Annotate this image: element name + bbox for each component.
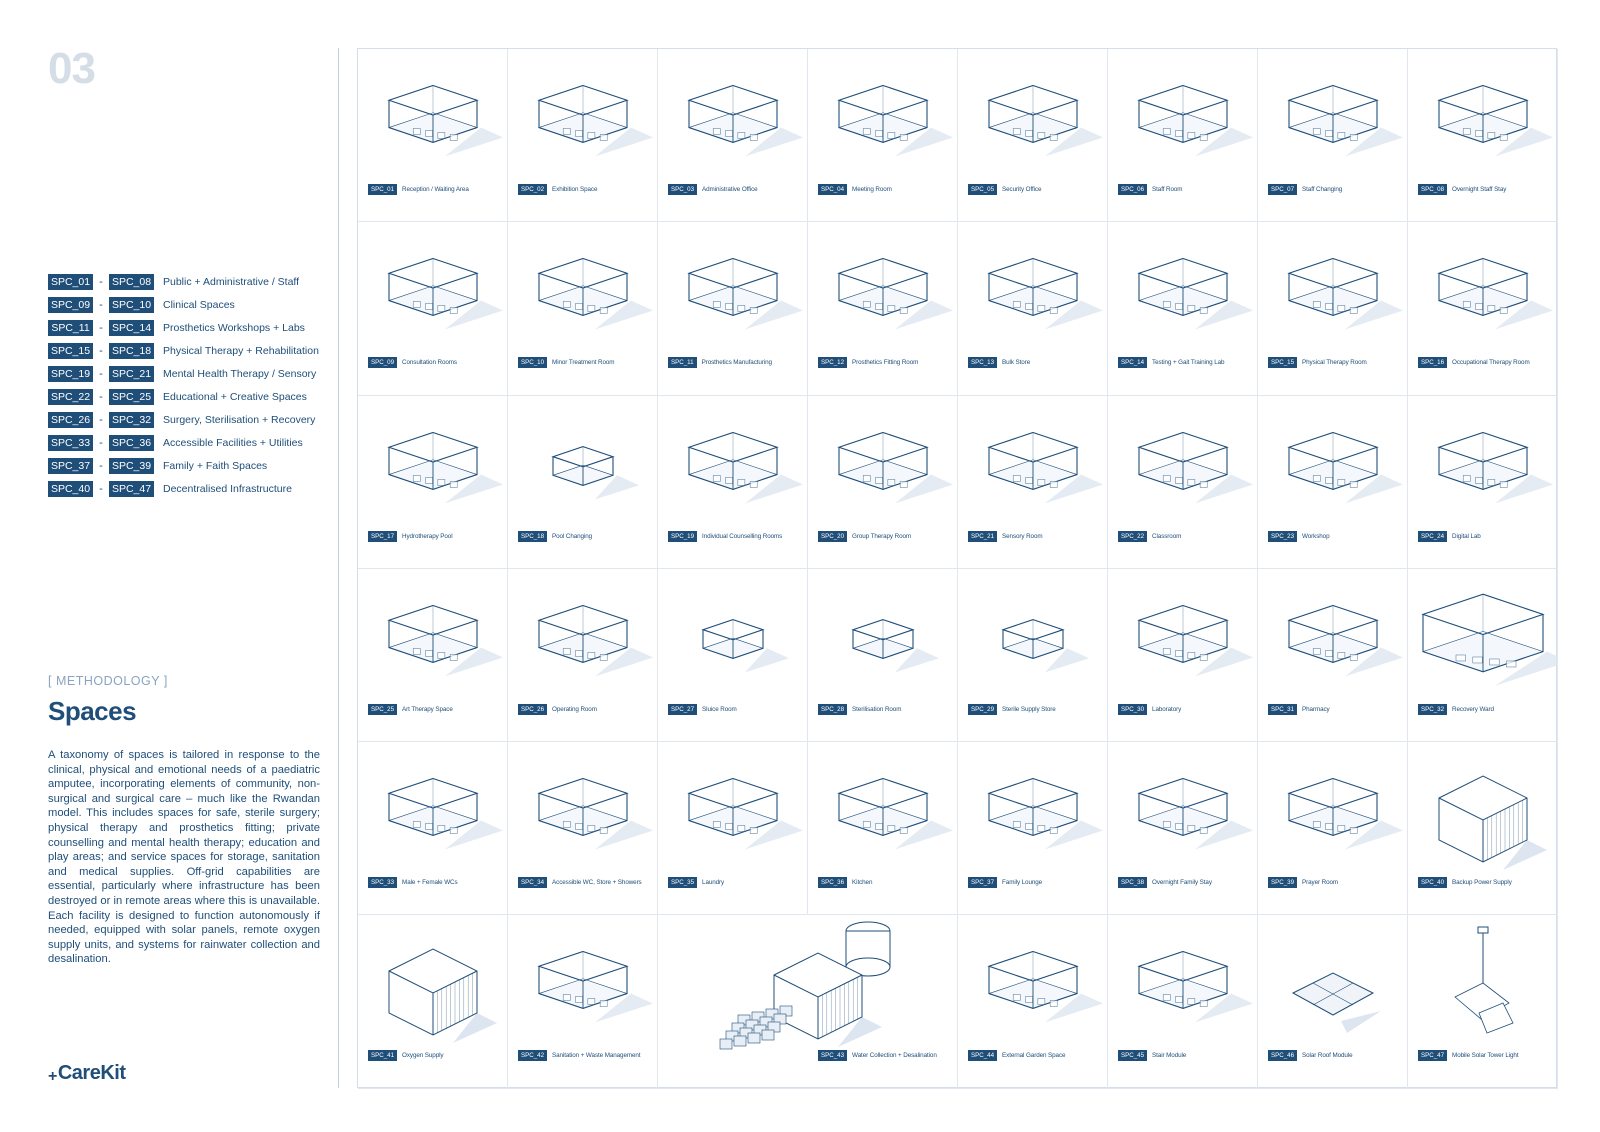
space-name: Pharmacy [1302,705,1330,713]
space-tile-spc-35 [658,742,808,915]
space-code: SPC_26 [518,704,547,715]
space-name: Administrative Office [702,186,758,193]
space-code: SPC_37 [968,877,997,888]
space-tile-spc-05 [958,49,1108,222]
space-code: SPC_03 [668,184,697,195]
isometric-room-drawing [358,742,508,882]
space-tile-spc-43 [658,915,958,1088]
legend-label: Prosthetics Workshops + Labs [163,321,305,334]
legend-code-from: SPC_40 [48,481,93,497]
space-caption [1418,531,1481,542]
space-caption [518,1050,640,1061]
space-caption [518,184,597,195]
legend-row [48,477,319,500]
legend-label: Public + Administrative / Staff [163,275,300,288]
legend-code-to: SPC_36 [109,435,154,451]
space-name: Sterile Supply Store [1002,705,1056,713]
isometric-room-drawing [1108,49,1258,189]
space-tile-spc-41 [358,915,508,1088]
space-tile-spc-46 [1258,915,1408,1088]
legend-code-from: SPC_09 [48,297,93,313]
legend-row [48,316,319,339]
legend-dash: - [99,298,103,311]
vertical-divider [338,48,339,1088]
space-tile-spc-12 [808,222,958,395]
legend-row [48,339,319,362]
space-caption [1118,877,1212,888]
isometric-room-drawing [508,396,658,536]
space-name: Bulk Store [1002,359,1031,367]
isometric-room-drawing [1258,49,1408,189]
space-caption [968,704,1056,715]
space-tile-spc-47 [1408,915,1558,1088]
description-paragraph: A taxonomy of spaces is tailored in response to the clinical, physical and emotional needs of a paediatric amputee, incorporating elements of community, non-surgical and surgical care – much like the Rwandan model. This includes spaces for safe, sterile surgery; physical therapy and prosthetics fitting; private counselling and mental health therapy; education and play areas; and service spaces for storage, sanitation and medical supplies. Off-grid capabilities are essential, particularly where infrastructure has been destroyed or in remote areas where this is unavailable. Each facility is designed to function autonomously if needed, equipped with solar panels, remote oxygen supply units, and systems for rainwater collection and desalination. [48,749,320,966]
space-code: SPC_42 [518,1050,547,1061]
space-code: SPC_33 [368,877,397,888]
space-tile-spc-13 [958,222,1108,395]
isometric-room-drawing [808,742,958,882]
space-code: SPC_29 [968,704,997,715]
space-tile-spc-20 [808,396,958,569]
isometric-room-drawing [1258,222,1408,362]
legend-row [48,270,319,293]
space-tile-spc-32 [1408,569,1558,742]
space-tile-spc-08 [1408,49,1558,222]
isometric-room-drawing [658,396,808,536]
space-caption [518,877,642,888]
space-name: Consultation Rooms [402,359,457,367]
legend-row [48,408,319,431]
isometric-room-drawing [658,222,808,362]
isometric-room-drawing [358,49,508,189]
space-name: Prosthetics Manufacturing [701,359,772,367]
space-name: Prosthetics Fitting Room [852,359,919,367]
space-code: SPC_16 [1418,357,1447,368]
space-code: SPC_18 [518,531,547,542]
space-tile-spc-37 [958,742,1108,915]
space-tile-spc-17 [358,396,508,569]
space-tile-spc-39 [1258,742,1408,915]
space-tile-spc-24 [1408,396,1558,569]
space-code: SPC_39 [1268,877,1297,888]
space-code: SPC_38 [1118,877,1147,888]
space-tile-spc-11 [658,222,808,395]
space-caption [518,531,592,542]
space-code: SPC_22 [1118,531,1147,542]
space-caption [668,357,772,368]
space-name: Hydrotherapy Pool [402,532,453,540]
space-name: Accessible WC, Store + Showers [552,879,642,887]
space-name: Stair Module [1152,1052,1187,1060]
legend-code-to: SPC_25 [109,389,154,405]
carekit-logo [48,1062,125,1085]
isometric-room-drawing [508,222,658,362]
space-caption [1268,877,1338,888]
space-caption [1268,1050,1353,1061]
space-code: SPC_08 [1418,184,1447,195]
space-name: Overnight Family Stay [1152,879,1212,887]
space-tile-spc-10 [508,222,658,395]
space-tile-spc-21 [958,396,1108,569]
legend-label: Educational + Creative Spaces [163,390,307,403]
isometric-room-drawing [1408,49,1558,189]
space-name: Male + Female WCs [402,879,458,887]
space-tile-spc-22 [1108,396,1258,569]
spaces-grid [357,48,1557,1088]
space-name: External Garden Space [1002,1052,1066,1060]
space-name: Pool Changing [552,532,593,540]
space-caption [1418,1050,1518,1061]
space-code: SPC_46 [1268,1050,1297,1061]
legend-dash: - [99,390,103,403]
space-tile-spc-09 [358,222,508,395]
logo-plus-icon: + [48,1068,57,1085]
legend-label: Accessible Facilities + Utilities [163,436,303,449]
space-caption [1268,184,1342,195]
space-caption [968,184,1041,195]
isometric-room-drawing [1108,915,1258,1055]
space-name: Group Therapy Room [852,532,912,540]
legend-dash: - [99,413,103,426]
legend-label: Family + Faith Spaces [163,459,268,472]
logo-text: CareKit [57,1062,126,1084]
space-code: SPC_43 [818,1050,847,1061]
isometric-room-drawing [658,569,808,709]
legend-code-from: SPC_01 [48,274,93,290]
space-tile-spc-31 [1258,569,1408,742]
legend-code-to: SPC_14 [109,320,154,336]
legend-dash: - [99,321,103,334]
space-tile-spc-15 [1258,222,1408,395]
space-tile-spc-04 [808,49,958,222]
space-caption [1118,531,1181,542]
legend-row [48,431,319,454]
space-tile-spc-26 [508,569,658,742]
space-name: Physical Therapy Room [1302,359,1367,367]
space-caption [368,357,457,368]
page-number: 03 [48,44,95,93]
space-code: SPC_21 [968,531,997,542]
isometric-room-drawing [1108,742,1258,882]
space-tile-spc-03 [658,49,808,222]
legend-code-to: SPC_08 [109,274,154,290]
legend-code-to: SPC_39 [109,458,154,474]
isometric-room-drawing [958,49,1108,189]
isometric-room-drawing [508,49,658,189]
space-tile-spc-27 [658,569,808,742]
legend-label: Decentralised Infrastructure [163,482,292,495]
space-caption [818,184,892,195]
space-code: SPC_47 [1418,1050,1447,1061]
isometric-room-drawing [808,396,958,536]
space-name: Exhibition Space [552,186,598,193]
space-tile-spc-25 [358,569,508,742]
space-tile-spc-29 [958,569,1108,742]
isometric-room-drawing [1408,569,1558,709]
isometric-room-drawing [808,49,958,189]
space-category-legend [48,270,319,500]
isometric-room-drawing [358,569,508,709]
page-title: Spaces [48,696,137,726]
isometric-room-drawing [958,742,1108,882]
space-code: SPC_13 [968,357,997,368]
space-code: SPC_30 [1118,704,1147,715]
legend-label: Mental Health Therapy / Sensory [163,367,317,380]
legend-dash: - [99,459,103,472]
space-tile-spc-33 [358,742,508,915]
space-caption [368,184,469,195]
space-tile-spc-07 [1258,49,1408,222]
legend-dash: - [99,436,103,449]
space-name: Water Collection + Desalination [852,1052,937,1060]
isometric-room-drawing [508,569,658,709]
space-caption [1118,184,1182,195]
space-code: SPC_31 [1268,704,1297,715]
methodology-tag: [ METHODOLOGY ] [48,674,168,688]
space-tile-spc-16 [1408,222,1558,395]
isometric-room-drawing [1108,222,1258,362]
space-name: Minor Treatment Room [552,359,615,367]
space-code: SPC_24 [1418,531,1447,542]
space-caption [668,184,758,195]
legend-code-from: SPC_37 [48,458,93,474]
space-code: SPC_44 [968,1050,997,1061]
space-code: SPC_28 [818,704,847,715]
space-caption [968,1050,1065,1061]
space-name: Family Lounge [1002,879,1043,887]
space-code: SPC_12 [818,357,847,368]
space-name: Recovery Ward [1452,705,1494,713]
space-name: Workshop [1302,532,1330,540]
space-caption [518,704,597,715]
isometric-room-drawing [1258,742,1408,882]
space-tile-spc-38 [1108,742,1258,915]
space-name: Meeting Room [852,186,892,193]
space-tile-spc-02 [508,49,658,222]
isometric-room-drawing [1408,915,1558,1055]
space-caption [1418,184,1506,195]
isometric-room-drawing [658,742,808,882]
legend-label: Physical Therapy + Rehabilitation [163,344,319,357]
space-caption [368,531,453,542]
space-caption [368,877,458,888]
space-code: SPC_27 [668,704,697,715]
space-name: Kitchen [852,879,873,887]
space-name: Staff Changing [1302,186,1343,193]
space-name: Backup Power Supply [1452,879,1512,887]
isometric-room-drawing [358,396,508,536]
space-name: Art Therapy Space [402,705,453,713]
isometric-room-drawing [958,222,1108,362]
isometric-room-drawing [508,742,658,882]
space-name: Sensory Room [1002,532,1043,540]
space-code: SPC_15 [1268,357,1297,368]
isometric-room-drawing [1258,569,1408,709]
space-tile-spc-45 [1108,915,1258,1088]
space-code: SPC_04 [818,184,847,195]
space-caption [968,877,1042,888]
space-name: Digital Lab [1452,532,1481,540]
space-caption [818,357,918,368]
space-caption [968,357,1030,368]
legend-label: Clinical Spaces [163,298,235,311]
space-code: SPC_11 [668,357,697,368]
isometric-room-drawing [508,915,658,1055]
space-name: Testing + Gait Training Lab [1152,359,1225,367]
space-tile-spc-30 [1108,569,1258,742]
space-tile-spc-14 [1108,222,1258,395]
space-caption [1418,704,1494,715]
space-code: SPC_09 [368,357,397,368]
space-caption [668,877,724,888]
space-name: Classroom [1152,532,1182,540]
space-name: Staff Room [1152,186,1183,193]
isometric-room-drawing [1258,396,1408,536]
legend-code-from: SPC_15 [48,343,93,359]
space-tile-spc-42 [508,915,658,1088]
space-caption [818,531,911,542]
space-caption [1118,704,1181,715]
space-code: SPC_20 [818,531,847,542]
space-name: Occupational Therapy Room [1452,359,1530,367]
space-name: Sanitation + Waste Management [552,1052,641,1060]
space-code: SPC_17 [368,531,397,542]
space-caption [968,531,1043,542]
legend-code-to: SPC_32 [109,412,154,428]
legend-code-from: SPC_19 [48,366,93,382]
legend-code-to: SPC_18 [109,343,154,359]
space-name: Sluice Room [702,705,737,713]
isometric-room-drawing [958,396,1108,536]
isometric-room-drawing [358,915,508,1055]
space-code: SPC_06 [1118,184,1147,195]
legend-dash: - [99,367,103,380]
space-code: SPC_36 [818,877,847,888]
isometric-room-drawing [658,49,808,189]
space-code: SPC_34 [518,877,547,888]
space-tile-spc-34 [508,742,658,915]
space-caption [668,531,782,542]
legend-label: Surgery, Sterilisation + Recovery [163,413,316,426]
legend-code-to: SPC_21 [109,366,154,382]
space-code: SPC_10 [518,357,547,368]
legend-code-from: SPC_33 [48,435,93,451]
space-tile-spc-01 [358,49,508,222]
legend-code-to: SPC_47 [109,481,154,497]
legend-code-from: SPC_11 [48,320,93,336]
space-tile-spc-23 [1258,396,1408,569]
space-name: Operating Room [552,705,597,713]
space-caption [1418,357,1530,368]
space-caption [1268,357,1367,368]
space-name: Solar Roof Module [1302,1052,1353,1060]
space-code: SPC_40 [1418,877,1447,888]
legend-dash: - [99,344,103,357]
legend-code-from: SPC_22 [48,389,93,405]
legend-row [48,454,319,477]
space-name: Laboratory [1152,705,1182,713]
isometric-room-drawing [808,569,958,709]
space-name: Laundry [702,879,725,887]
space-caption [818,704,901,715]
space-code: SPC_19 [668,531,697,542]
isometric-room-drawing [808,222,958,362]
isometric-room-drawing [958,915,1108,1055]
space-code: SPC_05 [968,184,997,195]
isometric-room-drawing [1108,569,1258,709]
space-code: SPC_32 [1418,704,1447,715]
legend-dash: - [99,482,103,495]
isometric-room-drawing [658,915,958,1055]
legend-row [48,362,319,385]
space-caption [1118,1050,1186,1061]
space-tile-spc-19 [658,396,808,569]
space-code: SPC_01 [368,184,397,195]
isometric-room-drawing [1408,222,1558,362]
space-name: Overnight Staff Stay [1452,186,1507,193]
space-tile-spc-18 [508,396,658,569]
space-caption [1118,357,1224,368]
space-caption [1268,531,1329,542]
space-name: Sterilisation Room [852,705,902,713]
space-code: SPC_14 [1118,357,1147,368]
space-caption [1418,877,1512,888]
space-caption [368,1050,443,1061]
space-caption [1268,704,1330,715]
space-code: SPC_07 [1268,184,1297,195]
space-tile-spc-36 [808,742,958,915]
isometric-room-drawing [1258,915,1408,1055]
space-code: SPC_02 [518,184,547,195]
legend-row [48,293,319,316]
space-code: SPC_23 [1268,531,1297,542]
space-caption [518,357,614,368]
space-code: SPC_35 [668,877,697,888]
space-name: Reception / Waiting Area [402,186,469,193]
isometric-room-drawing [958,569,1108,709]
legend-dash: - [99,275,103,288]
legend-code-to: SPC_10 [109,297,154,313]
space-code: SPC_41 [368,1050,397,1061]
legend-row [48,385,319,408]
space-name: Security Office [1002,186,1042,193]
space-tile-spc-06 [1108,49,1258,222]
space-tile-spc-28 [808,569,958,742]
legend-code-from: SPC_26 [48,412,93,428]
space-name: Individual Counselling Rooms [702,532,783,540]
space-tile-spc-44 [958,915,1108,1088]
isometric-room-drawing [1408,396,1558,536]
space-name: Mobile Solar Tower Light [1452,1052,1519,1060]
space-caption [368,704,453,715]
space-name: Oxygen Supply [402,1052,444,1060]
isometric-room-drawing [1408,742,1558,882]
isometric-room-drawing [1108,396,1258,536]
space-tile-spc-40 [1408,742,1558,915]
isometric-room-drawing [358,222,508,362]
space-caption [818,877,872,888]
space-code: SPC_45 [1118,1050,1147,1061]
space-code: SPC_25 [368,704,397,715]
space-caption [668,704,737,715]
space-name: Prayer Room [1302,879,1339,887]
space-caption [818,1050,937,1061]
